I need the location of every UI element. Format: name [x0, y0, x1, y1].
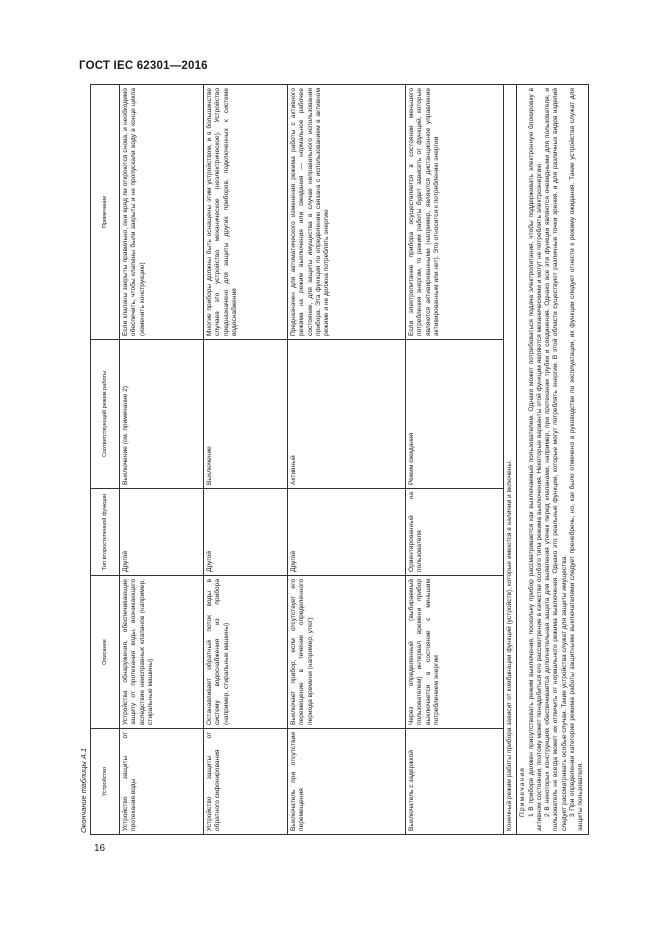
cell-mode: Выключение (см. примечание 2) — [120, 340, 204, 489]
cell-type: Другой — [204, 489, 288, 576]
table-row — [120, 85, 204, 835]
column-header-description: Описание — [91, 576, 120, 729]
notes-block — [517, 85, 588, 835]
notes-title: Примечания — [519, 766, 527, 817]
page-number: 16 — [94, 843, 106, 854]
note-2: 2 В некоторых конструкциях обеспечивается дополнительная защита для выявления утечек перед клапанами, например, при протекании трубки и соединения. Однако все эти функции являются очевидными для пользователя, и пользователь не всегда может их отличить от нормального режима выключения. Однако это реальные функции, которые могут потреблять энергии. В этой области существуют различные точки зрения, и для различных видов изделий следует рассматривать особые случаи. Такие устройства служат для защиты имущества. — [544, 88, 568, 831]
devices-table — [90, 84, 589, 835]
cell-mode: Выключение — [204, 340, 288, 489]
final-note: Конечный режим работы прибора зависит от комбинации функций (устройств), которые имеются в наличии и включены. — [504, 85, 517, 835]
cell-note: Если клапаны закрыты правильно, они вряд ли откроются снова, и необходимо обеспечить, чтобы клапаны были закрыты и не пропускали воду в конце цикла (изменить конструкцию) — [120, 85, 204, 340]
cell-type: Ориентированный на пользователя — [406, 489, 504, 576]
table-caption: Окончание таблицы А.1 — [79, 748, 88, 833]
notes-row — [517, 85, 588, 835]
cell-description: Останавливает обратный поток воды в систему водоснабжения из прибора (например, стиральные машины) — [204, 576, 288, 729]
table-row — [288, 85, 406, 835]
column-header-device: Устройство — [91, 729, 120, 835]
table-header-row — [91, 85, 120, 835]
cell-description: Через определенный (выбираемый пользователем) интервал времени прибор выключается в состояние с меньшим потреблением энергии — [406, 576, 504, 729]
rotated-table-block — [78, 85, 585, 835]
note-1: 1 В приборе должен присутствовать режим выключения, поскольку прибор рассматривается как выключаемый пользователем. Однако может потребоваться подача электропитания, чтобы поддерживать электронную блокировку в активном состоянии, поэтому может понадобиться его рассмотрение в качестве особого типа режима выключения. Некоторые варианты этой функции являются механическими и могут не потреблять электроэнергию. — [527, 88, 543, 831]
column-header-mode: Соответствующий режим работы — [91, 340, 120, 489]
column-header-function-type: Тип второстепенной функции — [91, 489, 120, 576]
cell-note: Если электропитание прибора осуществляется в состоянии меньшего потребления энергии, то режим работы будет зависеть от функций, которые являются активированными (например, являются дистанционное управление активированным или нет). Это относится к потреблению энергии — [406, 85, 504, 340]
cell-description: Устройства обнаружения, обеспечивающие защиту от протекания воды, возникающего вследствие неисправных клапанов (например, стиральные машины) — [120, 576, 204, 729]
cell-mode: Режим ожидания — [406, 340, 504, 489]
cell-description: Выключает прибор, если отсутствует его перемещение в течение определенного периода времени (например, утюг) — [288, 576, 406, 729]
note-3: 3 При определении категории режима работы защитными выключателями следует пренебречь, но, как было отмечено в руководстве по эксплуатации, их функции следует отнести к режиму ожидания. Такие устройства служат для защиты пользователя. — [569, 88, 585, 831]
final-note-row — [504, 85, 517, 835]
cell-type: Другой — [120, 489, 204, 576]
cell-mode: Активный — [288, 340, 406, 489]
cell-type: Другой — [288, 489, 406, 576]
standard-header: ГОСТ IEC 62301—2016 — [79, 60, 208, 72]
cell-device: Устройство защиты от протекания воды — [120, 729, 204, 835]
table-row — [406, 85, 504, 835]
cell-device: Выключатель при отсутствии перемещения — [288, 729, 406, 835]
cell-note: Предназначен для автоматического изменения режима работы с активного режима на режим выключения или ожидания — нормальное рабочее состояние, для защиты имущества в случае неправильного использования прибора. Эта функция по определению связана с использованием в активном режиме и не должна потреблять энергию — [288, 85, 406, 340]
cell-device: Устройство защиты от обратного сифонирования — [204, 729, 288, 835]
table-row — [204, 85, 288, 835]
cell-note: Многие приборы должны быть оснащены этим устройством, и в большинстве случаев это устройство механическое (неэлектрическое). Устройство предназначено для защиты других приборов, подключенных к системе водоснабжения — [204, 85, 288, 340]
column-header-note: Примечание — [91, 85, 120, 340]
cell-device: Выключатель с задержкой — [406, 729, 504, 835]
